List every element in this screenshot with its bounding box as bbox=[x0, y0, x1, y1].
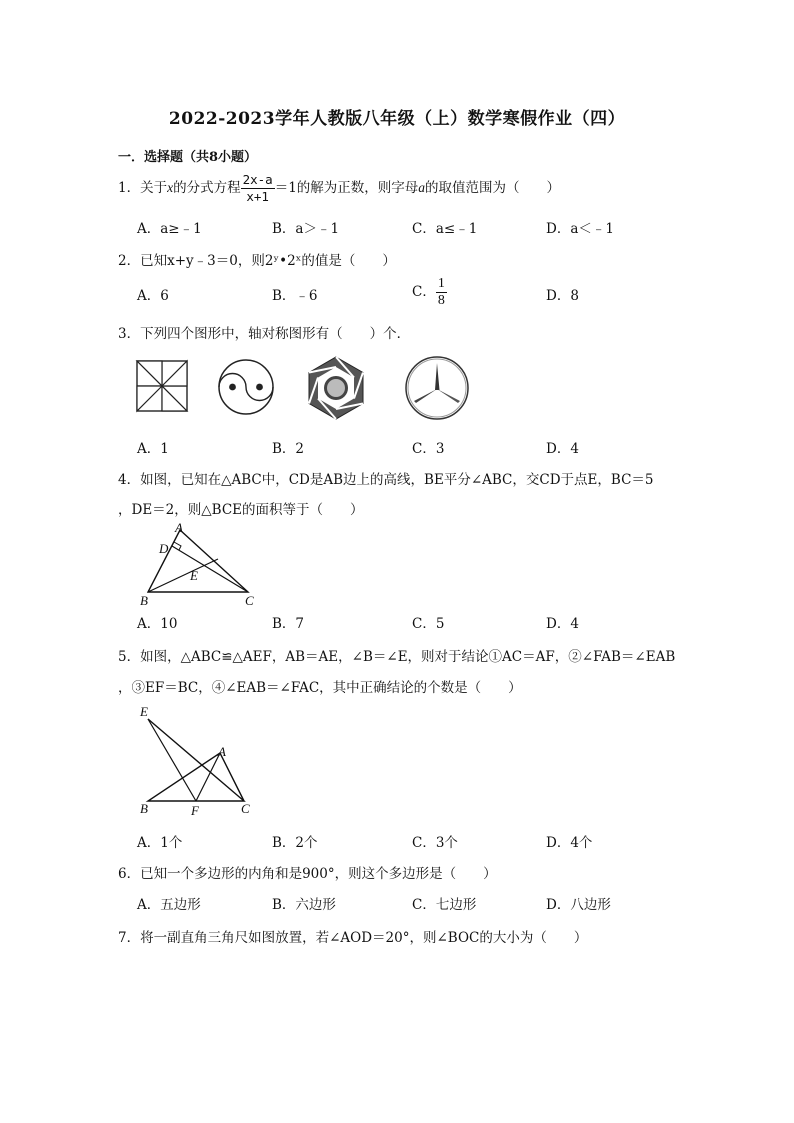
q7-number: 7． bbox=[118, 930, 141, 946]
q1-number: 1． bbox=[118, 180, 141, 196]
q1-option-a[interactable]: A．a≥﹣1 bbox=[137, 221, 202, 237]
q4-option-a[interactable]: A．10 bbox=[137, 616, 178, 632]
q6-option-d[interactable]: D．八边形 bbox=[546, 897, 611, 913]
q2-option-d[interactable]: D．8 bbox=[546, 288, 579, 304]
q5-label-c: C bbox=[241, 801, 250, 816]
q6-text: 已知一个多边形的内角和是900°，则这个多边形是（ ） bbox=[140, 866, 497, 882]
q1-text-mid: 的分式方程 bbox=[173, 180, 241, 196]
q2-option-c-label: C． bbox=[412, 284, 436, 300]
q5-option-a[interactable]: A．1个 bbox=[137, 835, 183, 851]
q5-option-d[interactable]: D．4个 bbox=[546, 835, 593, 851]
q5-label-a: A bbox=[218, 744, 226, 759]
question-1 bbox=[118, 172, 560, 205]
q5-triangles-figure bbox=[136, 705, 256, 817]
q2-c-numerator: 1 bbox=[437, 276, 445, 291]
q3-text: 下列四个图形中，轴对称图形有（ ）个． bbox=[140, 326, 411, 342]
q5-label-e: E bbox=[140, 704, 148, 719]
question-4-line-1 bbox=[118, 468, 653, 488]
q3-option-b[interactable]: B．2 bbox=[272, 441, 305, 457]
q5-label-b: B bbox=[140, 801, 148, 816]
q4-option-d[interactable]: D．4 bbox=[546, 616, 579, 632]
q2-text: 已知x+y﹣3＝0，则2ʸ•2ˣ的值是（ ） bbox=[140, 253, 396, 269]
q2-option-a[interactable]: A．6 bbox=[137, 288, 169, 304]
q1-var-x: x bbox=[167, 180, 174, 195]
yin-yang-icon bbox=[217, 358, 275, 416]
q1-fraction bbox=[241, 172, 275, 205]
q1-option-b[interactable]: B．a＞﹣1 bbox=[272, 221, 340, 237]
q6-option-c[interactable]: C．七边形 bbox=[412, 897, 477, 913]
hexagon-spiral-icon bbox=[303, 355, 369, 421]
q4-number: 4． bbox=[118, 472, 141, 488]
q6-option-a[interactable]: A．五边形 bbox=[137, 897, 201, 913]
question-6 bbox=[118, 862, 497, 882]
q1-option-d[interactable]: D．a＜﹣1 bbox=[546, 221, 614, 237]
q3-option-c[interactable]: C．3 bbox=[412, 441, 445, 457]
q5-text-line-1: 如图，△ABC≌△AEF，AB＝AE，∠B＝∠E，则对于结论①AC＝AF，②∠FAB＝∠EAB bbox=[140, 649, 676, 665]
q4-text-line-1: 如图，已知在△ABC中，CD是AB边上的高线，BE平分∠ABC，交CD于点E，BC＝5 bbox=[140, 472, 654, 488]
q1-fraction-denominator: x+1 bbox=[246, 189, 269, 204]
question-7 bbox=[118, 926, 587, 946]
q5-option-b[interactable]: B．2个 bbox=[272, 835, 318, 851]
q5-label-f: F bbox=[191, 803, 199, 818]
tri-star-circle-icon bbox=[404, 355, 470, 421]
q2-option-c-fraction bbox=[436, 276, 447, 309]
q4-label-c: C bbox=[245, 593, 254, 608]
q4-label-e: E bbox=[190, 568, 198, 583]
question-3 bbox=[118, 322, 410, 342]
q1-var-a: a bbox=[418, 180, 426, 195]
q4-label-d: D bbox=[159, 541, 169, 556]
q3-option-d[interactable]: D．4 bbox=[546, 441, 579, 457]
q4-option-b[interactable]: B．7 bbox=[272, 616, 305, 632]
q6-number: 6． bbox=[118, 866, 141, 882]
q4-label-b: B bbox=[140, 593, 148, 608]
question-2 bbox=[118, 249, 396, 269]
page-title: 2022-2023学年人教版八年级（上）数学寒假作业（四） bbox=[168, 109, 626, 129]
q1-text-pre: 关于 bbox=[140, 180, 168, 196]
q5-option-c[interactable]: C．3个 bbox=[412, 835, 458, 851]
q5-number: 5． bbox=[118, 649, 141, 665]
q2-number: 2． bbox=[118, 253, 141, 269]
q1-text-end: 的取值范围为（ ） bbox=[425, 180, 561, 196]
q2-c-denominator: 8 bbox=[437, 293, 445, 308]
q3-number: 3． bbox=[118, 326, 141, 342]
pinwheel-icon bbox=[136, 360, 188, 412]
question-5-line-1 bbox=[118, 645, 675, 665]
q1-option-c[interactable]: C．a≤﹣1 bbox=[412, 221, 478, 237]
q2-option-c[interactable] bbox=[412, 276, 447, 309]
q4-label-a: A bbox=[175, 520, 183, 535]
q2-option-b[interactable]: B．﹣6 bbox=[272, 288, 318, 304]
q3-option-a[interactable]: A．1 bbox=[137, 441, 169, 457]
question-4-line-2: ，DE＝2，则△BCE的面积等于（ ） bbox=[118, 502, 364, 518]
q7-text: 将一副直角三角尺如图放置，若∠AOD＝20°，则∠BOC的大小为（ ） bbox=[140, 930, 588, 946]
section-heading: 一．选择题（共8小题） bbox=[118, 150, 258, 165]
q1-text-post: ＝1的解为正数，则字母 bbox=[274, 180, 419, 196]
question-5-line-2: ，③EF＝BC，④∠EAB＝∠FAC，其中正确结论的个数是（ ） bbox=[118, 680, 522, 696]
q6-option-b[interactable]: B．六边形 bbox=[272, 897, 336, 913]
q4-option-c[interactable]: C．5 bbox=[412, 616, 445, 632]
q1-fraction-numerator: 2x-a bbox=[242, 172, 273, 187]
